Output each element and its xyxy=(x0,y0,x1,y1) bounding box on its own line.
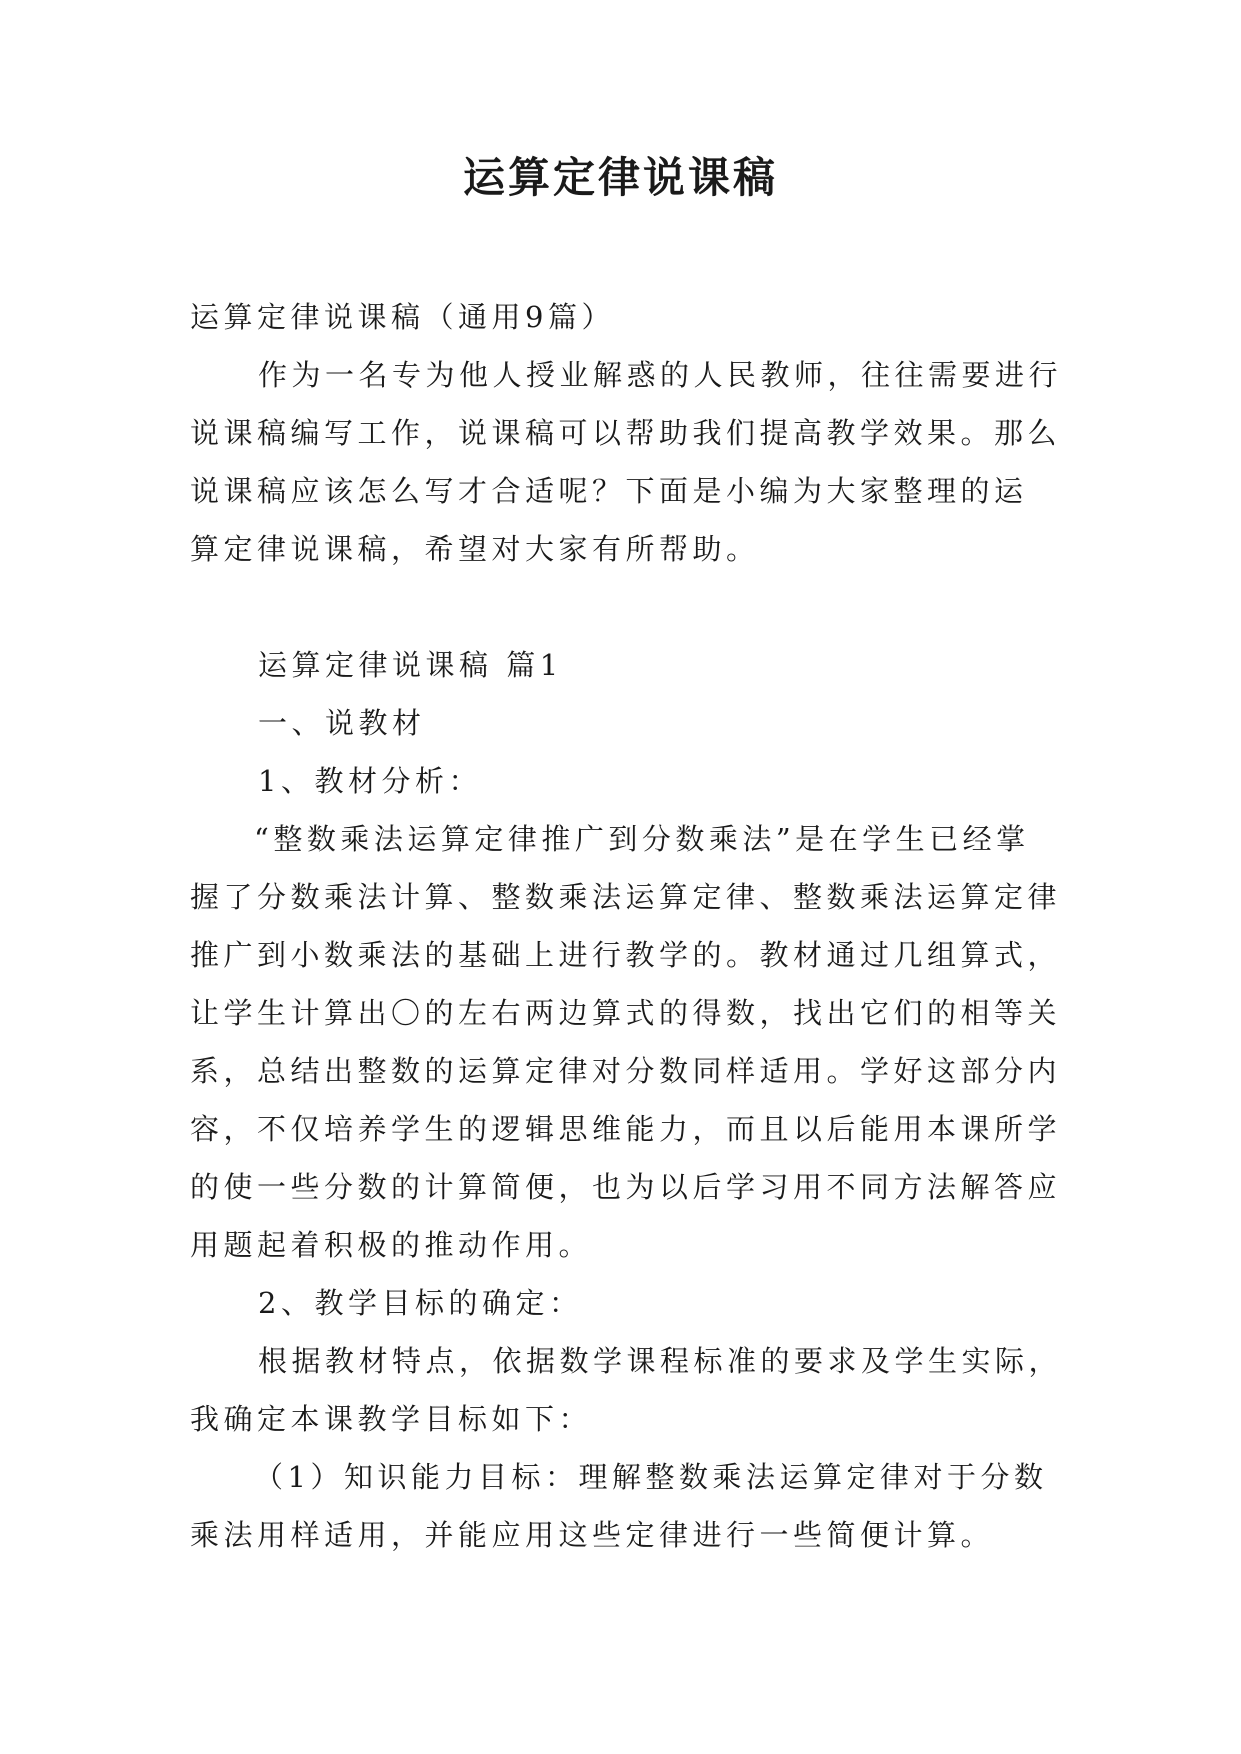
objective-line: 根据教材特点，依据数学课程标准的要求及学生实际， xyxy=(258,1344,1063,1378)
intro-line: 说课稿编写工作，说课稿可以帮助我们提高教学效果。那么 xyxy=(190,416,1062,450)
goal-line: 乘法用样适用，并能应用这些定律进行一些简便计算。 xyxy=(190,1518,995,1552)
document-title: 运算定律说课稿 xyxy=(462,153,778,202)
analysis-line: 推广到小数乘法的基础上进行教学的。教材通过几组算式， xyxy=(190,938,1062,972)
intro-line: 说课稿应该怎么写才合适呢？下面是小编为大家整理的运 xyxy=(190,474,1028,508)
analysis-line: “整数乘法运算定律推广到分数乘法”是在学生已经掌 xyxy=(254,822,1030,856)
analysis-line: 容，不仅培养学生的逻辑思维能力，而且以后能用本课所学 xyxy=(190,1112,1062,1146)
document-subtitle: 运算定律说课稿（通用9篇） xyxy=(190,300,615,334)
paragraph-gap xyxy=(190,578,1048,636)
goal-line: （1）知识能力目标：理解整数乘法运算定律对于分数 xyxy=(254,1460,1048,1494)
intro-line: 作为一名专为他人授业解惑的人民教师，往往需要进行 xyxy=(258,358,1063,392)
analysis-line: 用题起着积极的推动作用。 xyxy=(190,1228,593,1262)
sub1-heading: 1、教材分析： xyxy=(258,764,482,798)
document-body xyxy=(190,288,1063,1564)
analysis-line: 的使一些分数的计算简便，也为以后学习用不同方法解答应 xyxy=(190,1170,1062,1204)
objective-line: 我确定本课教学目标如下： xyxy=(190,1402,593,1436)
intro-line: 算定律说课稿，希望对大家有所帮助。 xyxy=(190,532,760,566)
analysis-line: 握了分数乘法计算、整数乘法运算定律、整数乘法运算定律 xyxy=(190,880,1062,914)
part-heading: 一、说教材 xyxy=(258,706,426,740)
section-heading: 运算定律说课稿 篇1 xyxy=(258,648,563,682)
analysis-line: 让学生计算出〇的左右两边算式的得数，找出它们的相等关 xyxy=(190,996,1062,1030)
sub2-heading: 2、教学目标的确定： xyxy=(258,1286,583,1320)
analysis-line: 系，总结出整数的运算定律对分数同样适用。学好这部分内 xyxy=(190,1054,1062,1088)
